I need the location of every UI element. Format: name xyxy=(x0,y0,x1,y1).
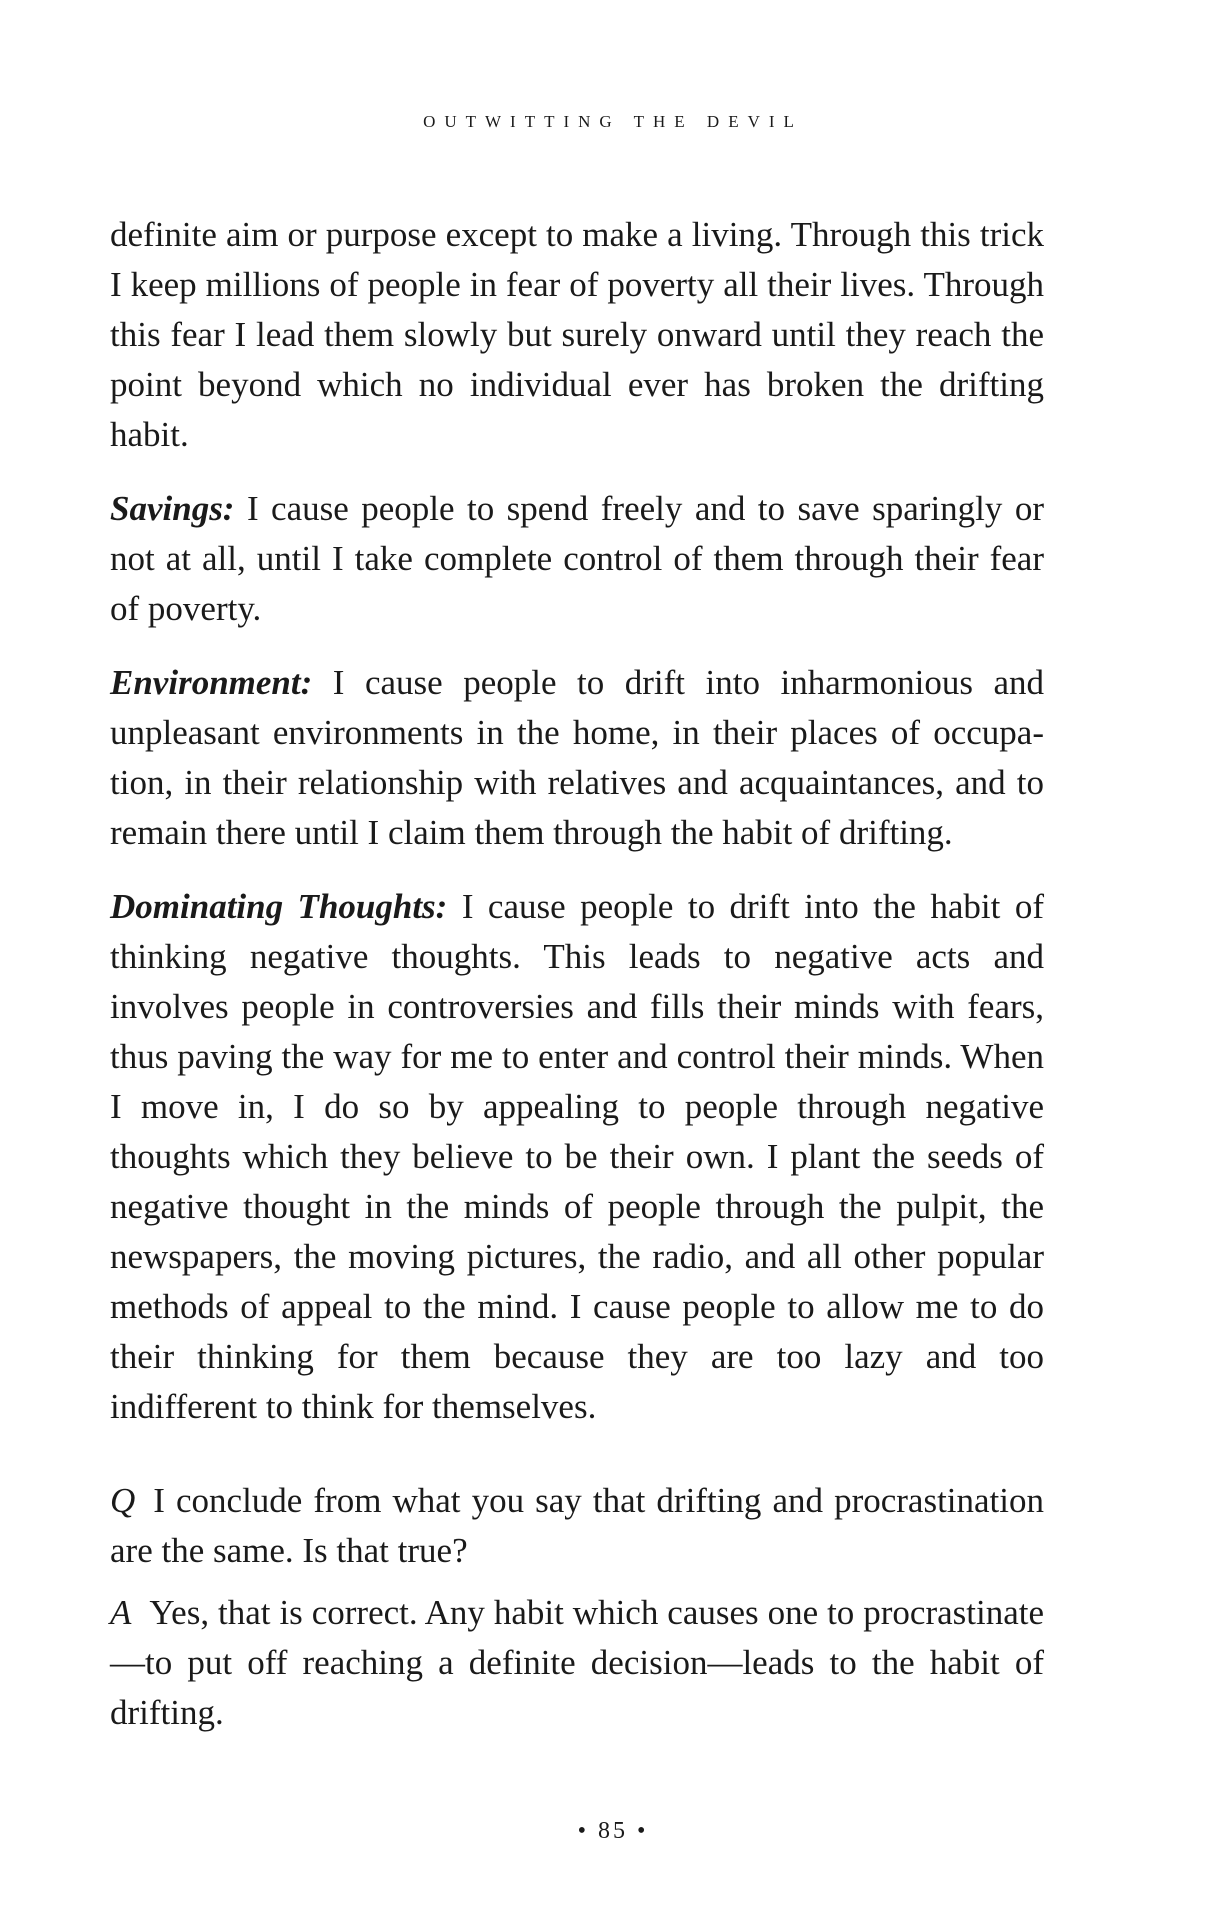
paragraph-savings xyxy=(110,484,1044,634)
term-label: Savings: xyxy=(110,489,235,528)
question-label: Q xyxy=(110,1481,136,1520)
paragraph-text: I cause people to drift into inharmonious and unpleasant environments in the home, in their places of occupation, in their relationship with relatives and acquaintances, and to remain there until I claim them through the habit of drifting. xyxy=(110,663,1044,852)
paragraph xyxy=(110,210,1044,460)
qa-section xyxy=(110,1476,1044,1738)
question-text: I conclude from what you say that drifting and procrastination are the same. Is that true? xyxy=(110,1481,1044,1570)
paragraph-environment xyxy=(110,658,1044,858)
paragraph-text: definite aim or purpose except to make a living. Through this trick I keep millions of people in fear of poverty all their lives. Through this fear I lead them slowly but surely onward until they reach the point beyond which no individual ever has broken the drifting habit. xyxy=(110,215,1044,454)
paragraph-text: I cause people to spend freely and to save sparingly or not at all, until I take complete control of them through their fear of poverty. xyxy=(110,489,1045,628)
paragraph-text: I cause people to drift into the habit of thinking negative thoughts. This leads to negative acts and involves people in controversies and fills their minds with fears, thus paving the way for me to enter and control their minds. When I move in, I do so by appealing to people through negative thoughts which they believe to be their own. I plant the seeds of negative thought in the minds of people through the pulpit, the newspapers, the moving pictures, the radio, and all other popular methods of appeal to the mind. I cause people to allow me to do their thinking for them because they are too lazy and too indifferent to think for themselves. xyxy=(110,887,1044,1426)
term-label: Dominating Thoughts: xyxy=(110,887,448,926)
term-label: Environment: xyxy=(110,663,313,702)
paragraph-dominating-thoughts xyxy=(110,882,1044,1432)
page-body xyxy=(110,210,1044,1750)
page-number: • 85 • xyxy=(577,1818,649,1844)
answer-label: A xyxy=(110,1593,132,1632)
answer-text: Yes, that is correct. Any habit which causes one to procrastinate—to put off reaching a definite decision—leads to the habit of drifting. xyxy=(110,1593,1044,1732)
running-header: OUTWITTING THE DEVIL xyxy=(423,112,803,131)
question xyxy=(110,1476,1044,1576)
answer xyxy=(110,1588,1044,1738)
